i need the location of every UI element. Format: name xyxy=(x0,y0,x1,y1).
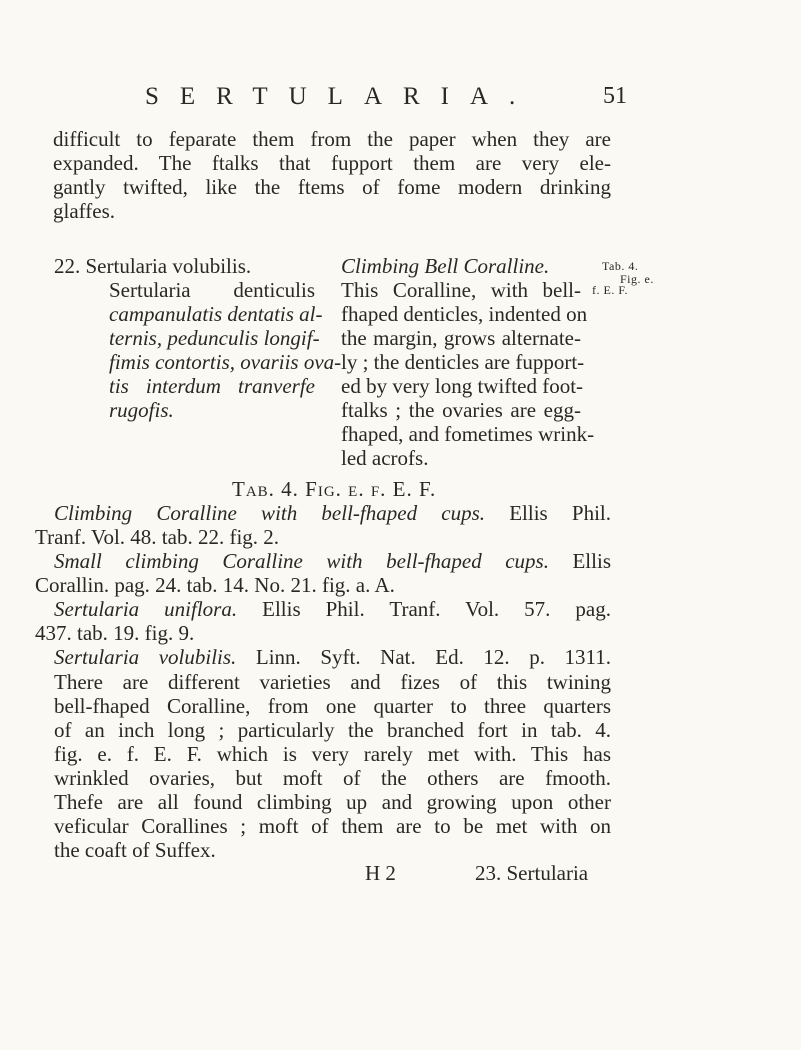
references-list xyxy=(35,501,612,669)
latin-line: fimis contortis, ovariis ova- xyxy=(109,350,342,374)
reference-source: Ellis Phil. xyxy=(509,501,611,525)
body-paragraph xyxy=(54,670,611,862)
reference-source: 437. tab. 19. fig. 9. xyxy=(35,621,195,645)
reference-source: Tranf. Vol. 48. tab. 22. fig. 2. xyxy=(35,525,280,549)
reference-source: Corallin. pag. 24. tab. 14. No. 21. fig. a. A. xyxy=(35,573,395,597)
species-heading: 22. Sertularia volubilis. xyxy=(54,254,252,278)
reference-title: Small climbing Coralline with bell-fhaped cups. xyxy=(54,549,549,573)
reference-line xyxy=(35,621,611,645)
reference-source: Ellis xyxy=(572,549,611,573)
reference-source: Linn. Syft. Nat. Ed. 12. p. 1311. xyxy=(255,645,612,669)
reference-line xyxy=(54,645,611,669)
text-line: There are different varieties and fizes of this twining xyxy=(54,670,611,694)
text-line: wrinkled ovaries, but moft of the others are fmooth. xyxy=(54,766,611,790)
text-line: Thefe are all found climbing up and growing upon other xyxy=(54,790,611,814)
english-line: fhaped denticles, indented on xyxy=(341,302,588,326)
latin-line: rugofis. xyxy=(109,398,174,422)
margin-note-line: f. E. F. xyxy=(592,283,629,297)
intro-paragraph xyxy=(53,127,611,223)
common-name-heading: Climbing Bell Coralline. xyxy=(341,254,550,278)
text-line: gantly twifted, like the ftems of fome modern drinking xyxy=(53,175,611,199)
latin-description xyxy=(109,278,342,422)
latin-line: Sertularia denticulis xyxy=(109,278,315,302)
text-line: of an inch long ; particularly the branched fort in tab. 4. xyxy=(54,718,611,742)
margin-note-line: Tab. 4. xyxy=(602,259,639,273)
text-line: bell-fhaped Coralline, from one quarter to three quarters xyxy=(54,694,611,718)
reference-source: Ellis Phil. Tranf. Vol. 57. pag. xyxy=(262,597,612,621)
english-line: ly ; the denticles are fupport- xyxy=(341,350,585,374)
tab-reference: Tab. 4. Fig. e. f. E. F. xyxy=(232,477,437,501)
english-line: the margin, grows alternate- xyxy=(341,326,581,350)
english-line: ftalks ; the ovaries are egg- xyxy=(341,398,581,422)
english-line: ed by very long twifted foot- xyxy=(341,374,584,398)
english-line: fhaped, and fometimes wrink- xyxy=(341,422,595,446)
reference-line xyxy=(54,501,611,525)
english-line: This Coralline, with bell- xyxy=(341,278,581,302)
catchword: 23. Sertularia xyxy=(475,861,589,885)
english-description xyxy=(341,278,595,470)
text-line: fig. e. f. E. F. which is very rarely met with. This has xyxy=(54,742,611,766)
running-head: SERTULARIA. xyxy=(145,83,537,110)
latin-line: ternis, pedunculis longif- xyxy=(109,326,320,350)
text-line: the coaft of Suffex. xyxy=(54,838,216,862)
text-line: veficular Corallines ; moft of them are to be met with on xyxy=(54,814,611,838)
reference-line xyxy=(35,573,611,597)
reference-line xyxy=(35,525,611,549)
text-line: expanded. The ftalks that fupport them are very ele- xyxy=(53,151,611,175)
page-number: 51 xyxy=(603,83,627,109)
english-line: led acrofs. xyxy=(341,446,429,470)
reference-title: Sertularia volubilis. xyxy=(54,645,237,669)
latin-line: campanulatis dentatis al- xyxy=(109,302,323,326)
signature-mark: H 2 xyxy=(365,861,396,885)
latin-line: tis interdum tranverfe xyxy=(109,374,315,398)
reference-line xyxy=(54,597,611,621)
text-line: difficult to feparate them from the paper when they are xyxy=(53,127,611,151)
margin-note xyxy=(592,283,628,298)
margin-note-line: Fig. e. xyxy=(620,272,654,286)
reference-title: Sertularia uniflora. xyxy=(54,597,238,621)
reference-title: Climbing Coralline with bell-fhaped cups. xyxy=(54,501,485,525)
reference-line xyxy=(54,549,611,573)
text-line: glaffes. xyxy=(53,199,116,223)
